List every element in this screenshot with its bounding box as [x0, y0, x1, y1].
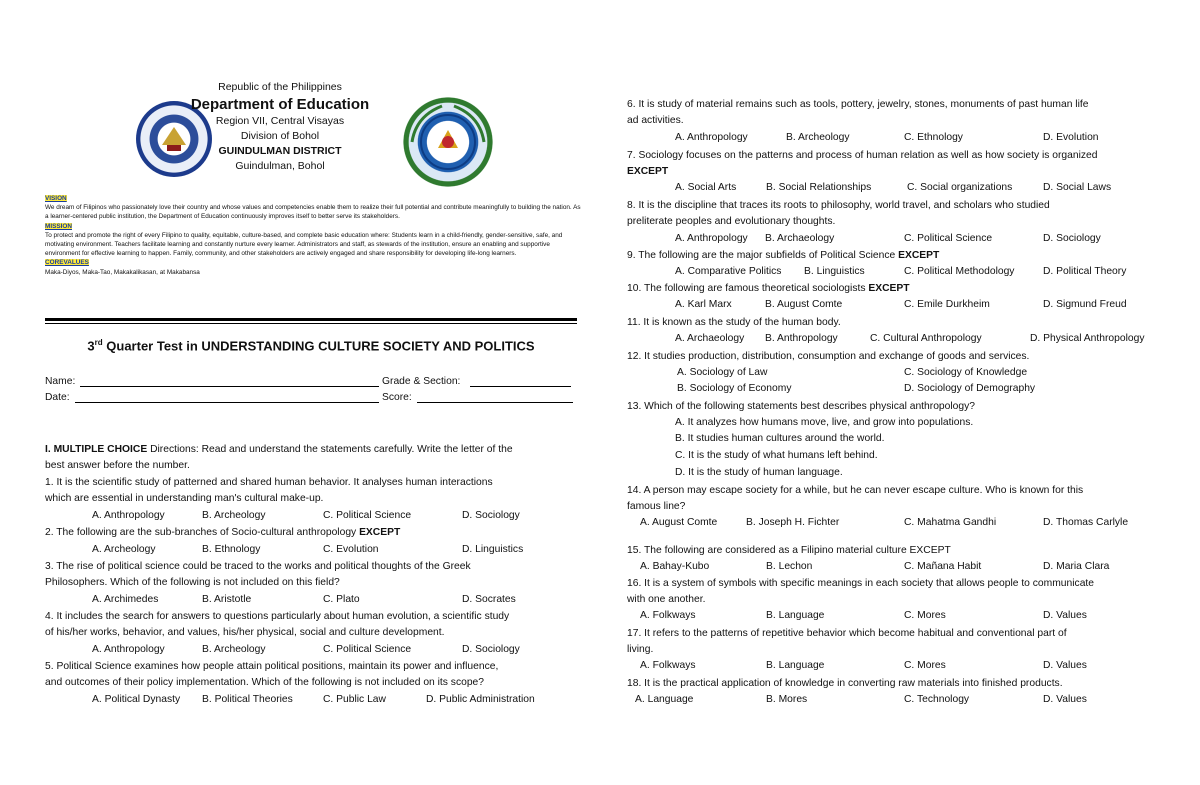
- question-18: 18. It is the practical application of knowledge in converting raw materials into finished products.: [627, 678, 1063, 689]
- question-14-cont: famous line?: [627, 501, 686, 512]
- question-3-cont: Philosophers. Which of the following is not included on this field?: [45, 577, 340, 588]
- q1-option-a: A. Anthropology: [92, 510, 165, 521]
- question-10: 10. The following are famous theoretical sociologists EXCEPT: [627, 283, 910, 294]
- q18-option-b: B. Mores: [766, 694, 808, 705]
- q17-option-c: C. Mores: [904, 660, 946, 671]
- question-3: 3. The rise of political science could be traced to the works and political thoughts of the Greek: [45, 561, 471, 572]
- q16-option-a: A. Folkways: [640, 610, 696, 621]
- q17-option-d: D. Values: [1043, 660, 1087, 671]
- question-14: 14. A person may escape society for a while, but he can never escape culture. Who is known for this: [627, 485, 1084, 496]
- region-line: Region VII, Central Visayas: [215, 115, 345, 127]
- question-6-cont: ad activities.: [627, 115, 684, 126]
- district-line: GUINDULMAN DISTRICT: [218, 145, 342, 157]
- q15-option-b: B. Lechon: [766, 561, 813, 572]
- question-5-cont: and outcomes of their policy implementation. Which of the following is not included on its scope?: [45, 677, 485, 688]
- question-6: 6. It is study of material remains such as tools, pottery, jewelry, stones, monuments of past human life: [627, 99, 1089, 110]
- q18-option-d: D. Values: [1043, 694, 1087, 705]
- question-4-cont: of his/her works, behavior, and values, his/her physical, social and culture development.: [45, 627, 445, 638]
- q12-option-d: D. Sociology of Demography: [904, 383, 1036, 394]
- name-field[interactable]: [45, 373, 75, 390]
- q16-option-b: B. Language: [766, 610, 825, 621]
- question-4: 4. It includes the search for answers to questions particularly about human evolution, a scientific study: [45, 611, 510, 622]
- q14-option-a: A. August Comte: [640, 517, 718, 528]
- q8-option-a: A. Anthropology: [675, 233, 748, 244]
- q1-option-d: D. Sociology: [462, 510, 520, 521]
- question-1-cont: which are essential in understanding man's cultural make-up.: [45, 493, 324, 504]
- q18-option-a: A. Language: [635, 694, 694, 705]
- q4-option-c: C. Political Science: [323, 644, 412, 655]
- q12-option-c: C. Sociology of Knowledge: [904, 367, 1028, 378]
- q9-option-a: A. Comparative Politics: [675, 266, 782, 277]
- question-1: 1. It is the scientific study of patterned and shared human behavior. It analyses human interactions: [45, 477, 493, 488]
- q10-option-a: A. Karl Marx: [675, 299, 732, 310]
- q10-option-b: B. August Comte: [765, 299, 843, 310]
- q7-option-b: B. Social Relationships: [766, 182, 872, 193]
- date-field[interactable]: [45, 389, 70, 406]
- core-values-label: COREVALUES: [45, 259, 89, 267]
- q6-option-a: A. Anthropology: [675, 132, 748, 143]
- town-line: Guindulman, Bohol: [235, 160, 325, 172]
- grade-section-label: Grade & Section:: [382, 376, 461, 387]
- directions: I. MULTIPLE CHOICE Directions: Read and understand the statements carefully. Write the letter of the: [45, 444, 513, 455]
- q5-option-b: B. Political Theories: [202, 694, 293, 705]
- question-5: 5. Political Science examines how people attain political positions, maintain its power and influence,: [45, 661, 499, 672]
- q13-option-d: D. It is the study of human language.: [675, 467, 843, 478]
- grade-section-line: [470, 386, 571, 387]
- q1-option-b: B. Archeology: [202, 510, 266, 521]
- q7-option-c: C. Social organizations: [907, 182, 1013, 193]
- q2-option-a: A. Archeology: [92, 544, 156, 555]
- question-16: 16. It is a system of symbols with specific meanings in each society that allows people to communicate: [627, 578, 1095, 589]
- q10-option-d: D. Sigmund Freud: [1043, 299, 1127, 310]
- question-17: 17. It refers to the patterns of repetitive behavior which become habitual and conventional part of: [627, 628, 1067, 639]
- core-values-text: Maka-Diyos, Maka-Tao, Makakalikasan, at Makabansa: [45, 268, 200, 276]
- question-15: 15. The following are considered as a Filipino material culture EXCEPT: [627, 545, 951, 556]
- q12-option-b: B. Sociology of Economy: [677, 383, 792, 394]
- q2-option-c: C. Evolution: [323, 544, 379, 555]
- q14-option-c: C. Mahatma Gandhi: [904, 517, 997, 528]
- q10-option-c: C. Emile Durkheim: [904, 299, 990, 310]
- q12-option-a: A. Sociology of Law: [677, 367, 768, 378]
- q18-option-c: C. Technology: [904, 694, 970, 705]
- question-11: 11. It is known as the study of the human body.: [627, 317, 841, 328]
- q4-option-a: A. Anthropology: [92, 644, 165, 655]
- q8-option-d: D. Sociology: [1043, 233, 1101, 244]
- vision-label: VISION: [45, 195, 67, 202]
- department-title: Department of Education: [190, 96, 370, 113]
- name-label: Name:: [45, 376, 76, 387]
- q4-option-b: B. Archeology: [202, 644, 266, 655]
- q7-option-a: A. Social Arts: [675, 182, 737, 193]
- school-seal-logo: [402, 96, 494, 188]
- question-16-cont: with one another.: [627, 594, 706, 605]
- score-label: Score:: [382, 392, 412, 403]
- q3-option-a: A. Archimedes: [92, 594, 159, 605]
- question-13: 13. Which of the following statements best describes physical anthropology?: [627, 401, 975, 412]
- q2-option-d: D. Linguistics: [462, 544, 524, 555]
- date-label: Date:: [45, 392, 70, 403]
- q14-option-b: B. Joseph H. Fichter: [746, 517, 840, 528]
- q3-option-d: D. Socrates: [462, 594, 516, 605]
- directions-cont: best answer before the number.: [45, 460, 190, 471]
- q5-option-d: D. Public Administration: [426, 694, 535, 705]
- q15-option-a: A. Bahay-Kubo: [640, 561, 710, 572]
- q11-option-b: B. Anthropology: [765, 333, 838, 344]
- question-2: 2. The following are the sub-branches of Socio-cultural anthropology EXCEPT: [45, 527, 401, 538]
- q15-option-c: C. Mañana Habit: [904, 561, 982, 572]
- question-9: 9. The following are the major subfields of Political Science EXCEPT: [627, 250, 940, 261]
- q5-option-c: C. Public Law: [323, 694, 386, 705]
- header-divider-thin: [45, 323, 577, 324]
- question-12: 12. It studies production, distribution, consumption and exchange of goods and services.: [627, 351, 1030, 362]
- division-line: Division of Bohol: [240, 130, 320, 142]
- q4-option-d: D. Sociology: [462, 644, 520, 655]
- grade-section-field[interactable]: [382, 373, 460, 390]
- q14-option-d: D. Thomas Carlyle: [1043, 517, 1129, 528]
- question-17-cont: living.: [627, 644, 654, 655]
- q6-option-c: C. Ethnology: [904, 132, 963, 143]
- q6-option-d: D. Evolution: [1043, 132, 1099, 143]
- q11-option-d: D. Physical Anthropology: [1030, 333, 1145, 344]
- q13-option-c: C. It is the study of what humans left behind.: [675, 450, 878, 461]
- q9-option-d: D. Political Theory: [1043, 266, 1127, 277]
- date-line: [75, 402, 379, 403]
- q11-option-a: A. Archaeology: [675, 333, 745, 344]
- vision-text: We dream of Filipinos who passionately love their country and whose values and competencies enable them to realize their full potential and contribute meaningfully to building the nation. As a learner-centered public institution, the Department of Education continuously improves itself to better serve its stakeholders.: [45, 204, 581, 221]
- header-divider: [45, 318, 577, 321]
- q8-option-c: C. Political Science: [904, 233, 993, 244]
- name-line: [80, 386, 379, 387]
- q3-option-c: C. Plato: [323, 594, 360, 605]
- mission-text: To protect and promote the right of every Filipino to quality, equitable, culture-based, and complete basic education where: Students learn in a child-friendly, gender-sensitive, safe, and motivating environment. Teachers facilitate learning and constantly nurture every learner. Administrators and staff, as stewards of the institution, ensure an enabling and supportive environment for effective learning to happen. Family, community, and other stakeholders are actively engaged and share responsibility for developing life-long learners.: [45, 231, 563, 258]
- q1-option-c: C. Political Science: [323, 510, 412, 521]
- q13-option-b: B. It studies human cultures around the world.: [675, 433, 885, 444]
- question-8: 8. It is the discipline that traces its roots to philosophy, world travel, and scholars who studied: [627, 200, 1050, 211]
- q17-option-a: A. Folkways: [640, 660, 696, 671]
- score-field[interactable]: [382, 389, 412, 406]
- q13-option-a: A. It analyzes how humans move, live, and grow into populations.: [675, 417, 974, 428]
- q6-option-b: B. Archeology: [786, 132, 850, 143]
- section-label: I. MULTIPLE CHOICE: [45, 444, 148, 455]
- q9-option-c: C. Political Methodology: [904, 266, 1015, 277]
- q17-option-b: B. Language: [766, 660, 825, 671]
- q15-option-d: D. Maria Clara: [1043, 561, 1110, 572]
- q8-option-b: B. Archaeology: [765, 233, 835, 244]
- q16-option-c: C. Mores: [904, 610, 946, 621]
- letterhead: [160, 80, 400, 174]
- score-line: [417, 402, 573, 403]
- q11-option-c: C. Cultural Anthropology: [870, 333, 982, 344]
- q9-option-b: B. Linguistics: [804, 266, 865, 277]
- test-title: 3rd Quarter Test in UNDERSTANDING CULTURE SOCIETY AND POLITICS: [87, 338, 535, 354]
- republic-line: Republic of the Philippines: [218, 81, 342, 93]
- q16-option-d: D. Values: [1043, 610, 1087, 621]
- q3-option-b: B. Aristotle: [202, 594, 252, 605]
- q5-option-a: A. Political Dynasty: [92, 694, 181, 705]
- question-7: 7. Sociology focuses on the patterns and process of human relation as well as how society is organized: [627, 150, 1098, 161]
- question-7-cont: EXCEPT: [627, 166, 669, 177]
- q2-option-b: B. Ethnology: [202, 544, 261, 555]
- mission-label: MISSION: [45, 222, 72, 230]
- vision-mission-block: [45, 194, 581, 277]
- q7-option-d: D. Social Laws: [1043, 182, 1112, 193]
- question-8-cont: preliterate peoples and evolutionary thoughts.: [627, 216, 836, 227]
